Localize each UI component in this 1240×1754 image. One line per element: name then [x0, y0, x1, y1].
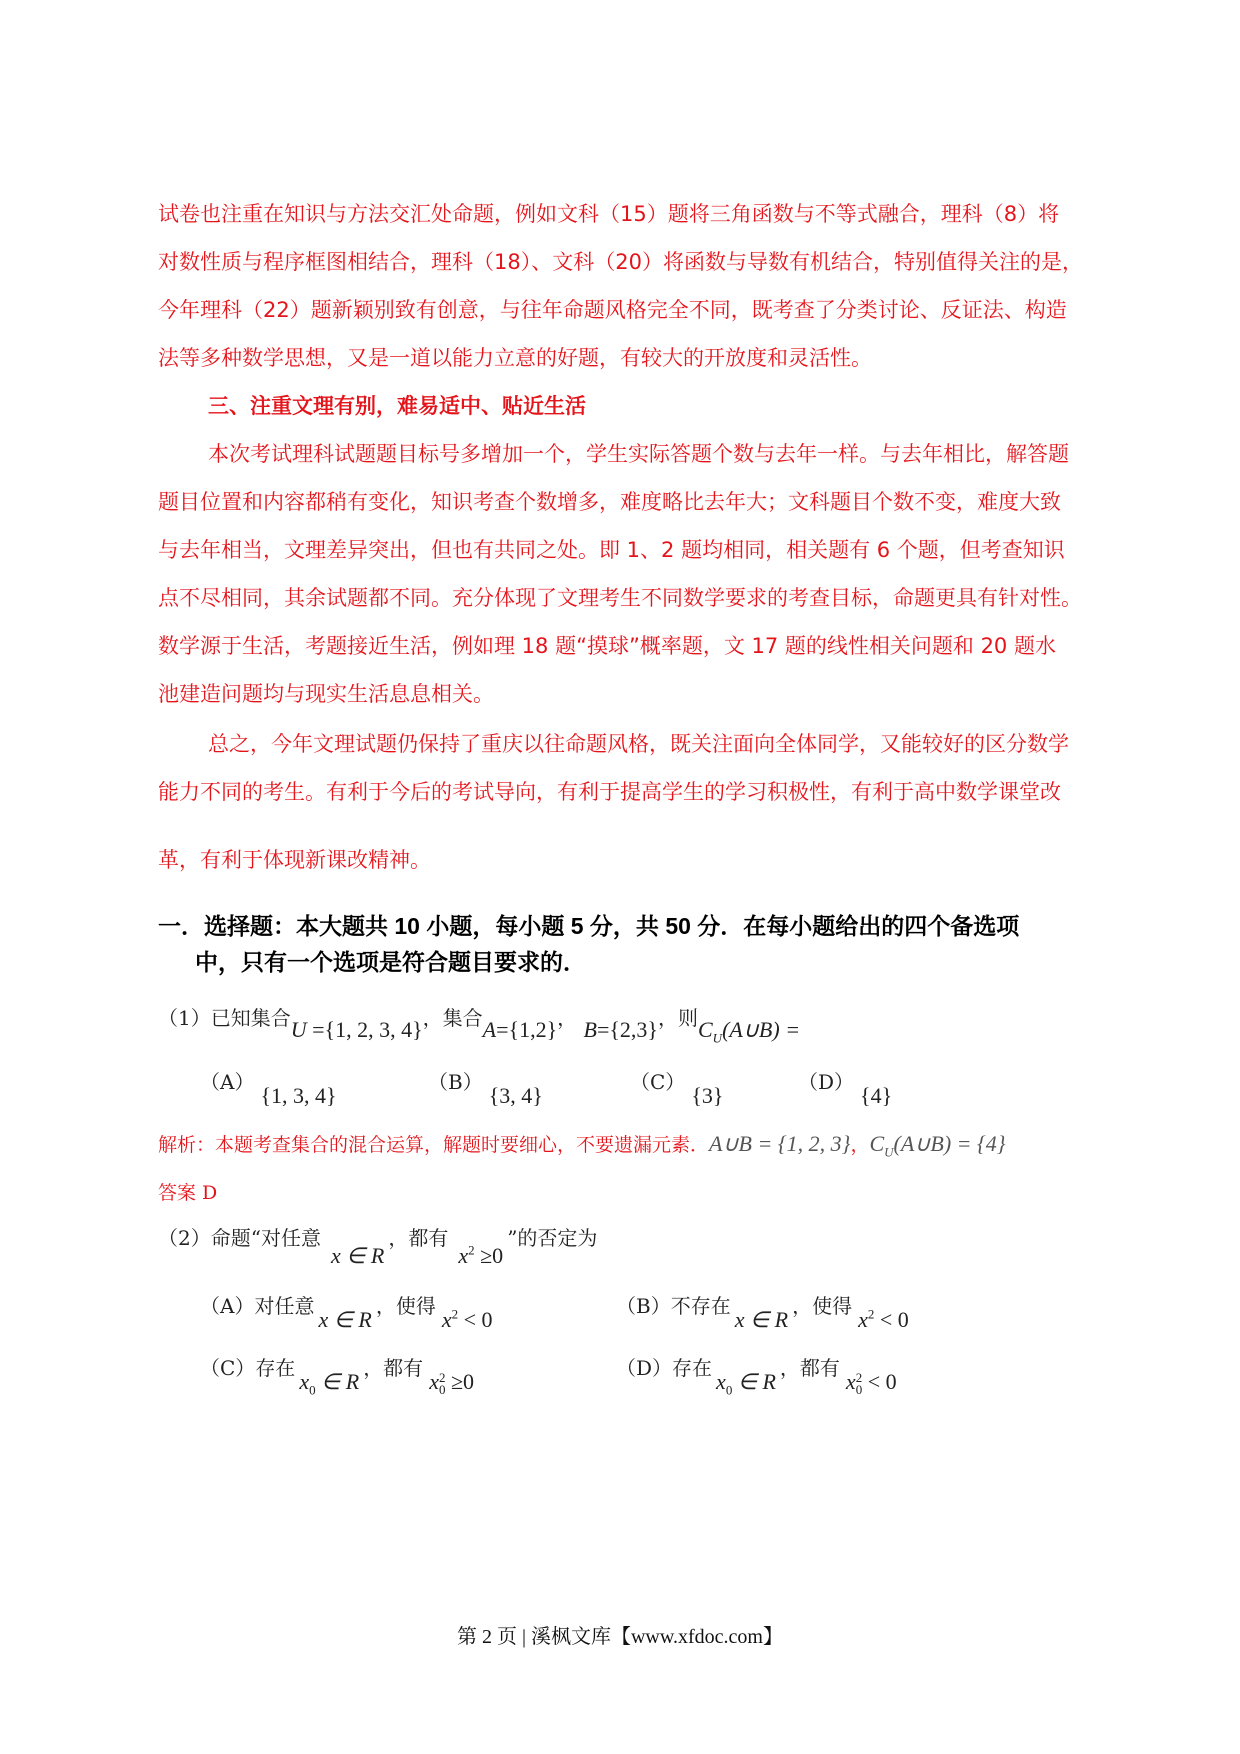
q2-option-c — [200, 1352, 475, 1398]
q1-answer: 答案 D — [158, 1182, 218, 1204]
analysis-math-complement: $C_U(A\cup B) = \{4\}$ — [869, 1131, 1006, 1160]
option-label: （A） — [200, 1294, 255, 1318]
q1-option-a — [200, 1066, 337, 1108]
math-x-in-r: x ∈ R — [734, 1307, 789, 1332]
option-text: ，都有 — [779, 1356, 840, 1380]
text-line: 试卷也注重在知识与方法交汇处命题，例如文科（15）题将三角函数与不等式融合，理科（8）将 — [158, 202, 1060, 226]
analysis-separator: ， — [850, 1134, 870, 1156]
option-label: （C） — [630, 1070, 686, 1094]
question-text: ，都有 — [388, 1226, 449, 1250]
text-line: 点不尽相同，其余试题都不同。充分体现了文理考生不同数学要求的考查目标，命题更具有针对性。 — [158, 586, 1082, 610]
option-value: {3, 4} — [488, 1083, 543, 1108]
set-a: A={1,2} — [482, 1017, 558, 1042]
option-text: 对任意 — [254, 1294, 315, 1318]
option-value: {1, 3, 4} — [260, 1083, 337, 1108]
question-number: （2） — [158, 1226, 211, 1250]
option-text: 存在 — [255, 1356, 296, 1380]
math-inequality: x 2 0 < 0 — [845, 1369, 897, 1397]
analysis-math-union: A∪B = {1, 2, 3} — [709, 1131, 851, 1156]
question-2 — [158, 1222, 598, 1268]
option-text: ，使得 — [792, 1294, 853, 1318]
question-text: ，集合 — [422, 1006, 483, 1030]
question-text: 命题“对任意 — [210, 1226, 321, 1250]
option-label: （D） — [798, 1070, 855, 1094]
math-x0-in-r: $x_0$ ∈ R — [716, 1369, 776, 1398]
analysis-text: 解析：本题考查集合的混合运算，解题时要细心，不要遗漏元素． — [158, 1134, 710, 1156]
option-text: ，使得 — [375, 1294, 436, 1318]
text-line: 数学源于生活，考题接近生活，例如理 18 题“摸球”概率题，文 17 题的线性相关问题和 20 题水 — [158, 634, 1056, 658]
math-inequality: $x^2 < 0$ — [858, 1306, 909, 1332]
option-label: （D） — [616, 1356, 673, 1380]
math-x0-in-r: $x_0$ ∈ R — [299, 1369, 360, 1398]
option-value: {4} — [860, 1083, 893, 1108]
text-line: 与去年相当，文理差异突出，但也有共同之处。即 1、2 题均相同，相关题有 6 个题，但考查知识 — [158, 538, 1065, 562]
question-text: ，则 — [657, 1006, 698, 1030]
q2-option-d — [616, 1352, 897, 1398]
question-number: （1） — [158, 1006, 211, 1030]
text-line: 能力不同的考生。有利于今后的考试导向，有利于提高学生的学习积极性，有利于高中数学课堂改 — [158, 780, 1061, 804]
q2-option-b — [616, 1290, 909, 1332]
math-inequality: x 2 0 ≥0 — [429, 1369, 475, 1397]
option-label: （A） — [200, 1070, 255, 1094]
option-label: （B） — [616, 1294, 671, 1318]
page-footer: 第 2 页 | 溪枫文库【www.xfdoc.com】 — [456, 1626, 783, 1648]
paragraph-3-end: 革，有利于体现新课改精神。 — [158, 848, 431, 872]
section-title-line-1: 一．选择题：本大题共 10 小题，每小题 5 分，共 50 分．在每小题给出的四个备选项 — [158, 913, 1020, 939]
question-text: ， — [557, 1006, 578, 1030]
text-line: 本次考试理科试题题目标号多增加一个，学生实际答题个数与去年一样。与去年相比，解答题 — [208, 442, 1069, 466]
section-title-line-2: 中，只有一个选项是符合题目要求的． — [195, 949, 586, 975]
text-line: 总之，今年文理试题仍保持了重庆以往命题风格，既关注面向全体同学，又能较好的区分数学 — [208, 732, 1069, 756]
q2-option-a — [200, 1290, 493, 1332]
paragraph-2 — [158, 430, 1082, 718]
complement-expression: $C_U(A\cup B)$ = — [697, 1017, 801, 1046]
section-heading-3: 三、注重文理有别，难易适中、贴近生活 — [208, 394, 586, 418]
q1-option-c — [630, 1066, 724, 1108]
question-1 — [158, 1002, 801, 1046]
option-text: 不存在 — [670, 1294, 731, 1318]
option-label: （B） — [428, 1070, 483, 1094]
set-u: U ={1, 2, 3, 4} — [290, 1017, 423, 1042]
text-line: 今年理科（22）题新颖别致有创意，与往年命题风格完全不同，既考查了分类讨论、反证法、构造 — [158, 298, 1067, 322]
option-label: （C） — [200, 1356, 256, 1380]
section-title — [158, 908, 1019, 980]
text-line: 题目位置和内容都稍有变化，知识考查个数增多，难度略比去年大；文科题目个数不变，难度大致 — [158, 490, 1061, 514]
text-line: 对数性质与程序框图相结合，理科（18）、文科（20）将函数与导数有机结合，特别值得关注的是， — [158, 250, 1083, 274]
set-b: B={2,3} — [583, 1017, 658, 1042]
q1-option-d — [798, 1066, 893, 1108]
text-line: 池建造问题均与现实生活息息相关。 — [158, 682, 494, 706]
paragraph-1 — [158, 190, 1083, 382]
q1-analysis — [158, 1130, 1006, 1160]
text-line: 法等多种数学思想，又是一道以能力立意的好题，有较大的开放度和灵活性。 — [158, 346, 872, 370]
math-x-squared: $x^2 \ge 0$ — [458, 1242, 504, 1268]
question-text: ”的否定为 — [507, 1226, 598, 1250]
option-text: 存在 — [672, 1356, 713, 1380]
q1-option-b — [428, 1066, 543, 1108]
option-text: ，都有 — [363, 1356, 424, 1380]
math-x-in-r: x ∈ R — [330, 1243, 385, 1268]
paragraph-3 — [158, 720, 1069, 816]
math-x-in-r: x ∈ R — [318, 1307, 372, 1332]
math-inequality: $x^2 < 0$ — [441, 1306, 493, 1332]
option-value: {3} — [691, 1083, 724, 1108]
question-text: 已知集合 — [210, 1006, 291, 1030]
